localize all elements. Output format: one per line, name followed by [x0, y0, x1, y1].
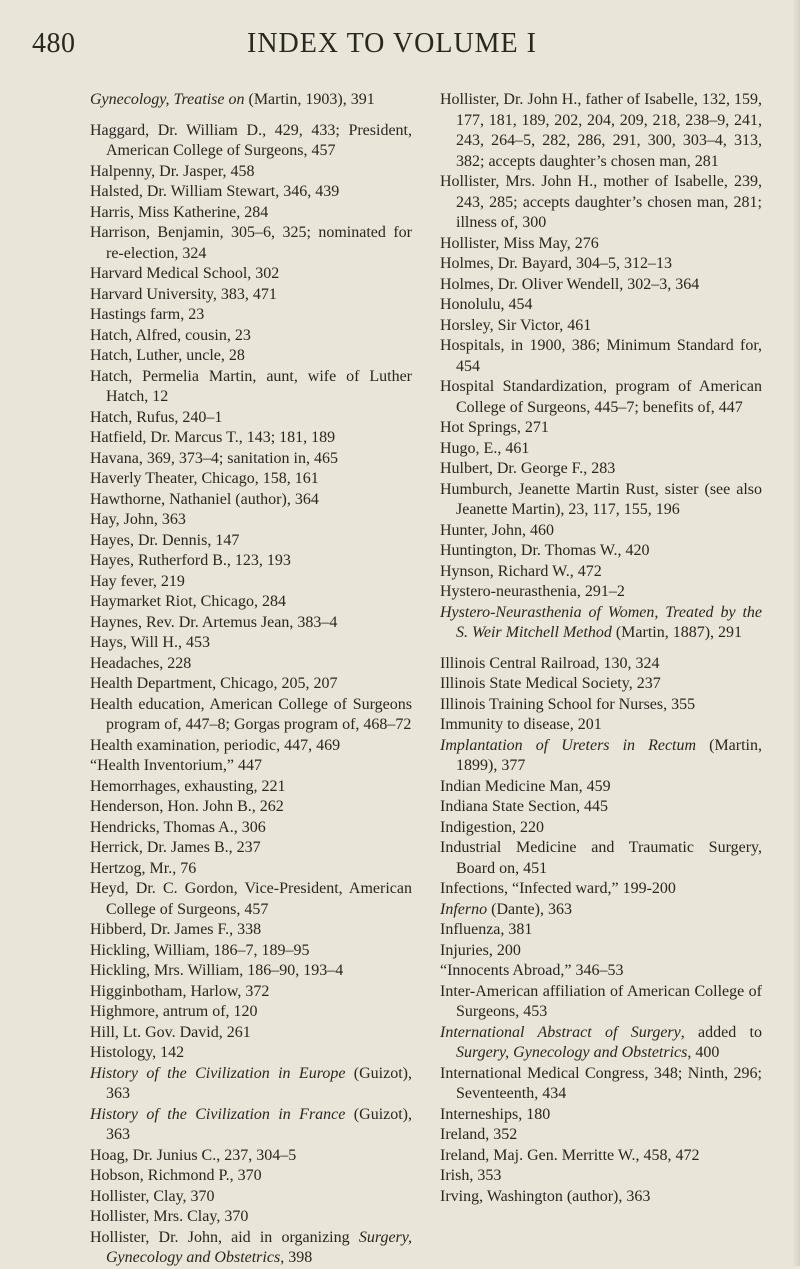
index-entry — [440, 797, 762, 818]
index-entry — [90, 1064, 412, 1105]
index-entry-title: International Abstract of Surgery — [440, 1023, 681, 1041]
index-entry-text: Hollister, Clay, 370 — [90, 1187, 215, 1205]
index-entry-title: Implantation of Ureters in Rectum — [440, 736, 697, 754]
index-entry-text: Immunity to disease, 201 — [440, 716, 602, 733]
index-entry — [90, 1043, 412, 1064]
index-entry-text: Hatfield, Dr. Marcus T., 143; 181, 189 — [90, 429, 336, 446]
index-entry — [440, 295, 762, 316]
index-column-left — [90, 90, 412, 1269]
index-entry-text: Inter-American affiliation of American College of Surgeons, 453 — [440, 982, 762, 1020]
page-number: 480 — [32, 28, 76, 59]
index-entry — [440, 736, 762, 777]
index-entry — [90, 695, 412, 736]
index-entry-text: Hatch, Rufus, 240–1 — [90, 408, 223, 426]
index-entry — [440, 879, 762, 900]
index-entry — [440, 838, 762, 879]
index-entry-title: Surgery, Gynecology and Obstetrics — [456, 1044, 688, 1061]
index-entry-text: (Martin, 1887), 291 — [611, 624, 743, 641]
index-entry-text: Industrial Medicine and Traumatic Surgery, Board on, 451 — [440, 839, 762, 877]
index-entry — [440, 715, 762, 736]
index-entry — [440, 439, 762, 460]
index-entry — [90, 510, 412, 531]
index-entry — [440, 582, 762, 603]
index-entry-text: Havana, 369, 373–4; sanitation in, 465 — [90, 449, 338, 467]
index-entry — [90, 1166, 412, 1187]
index-entry — [90, 982, 412, 1003]
index-entry-text: Hoag, Dr. Junius C., 237, 304–5 — [90, 1146, 297, 1164]
index-entry — [440, 1125, 762, 1146]
index-entry — [440, 90, 762, 172]
index-entry-text: “Health Inventorium,” 447 — [90, 757, 262, 774]
index-entry — [90, 490, 412, 511]
index-entry — [440, 336, 762, 377]
index-entry — [90, 469, 412, 490]
index-entry — [440, 695, 762, 716]
index-entry-text: Indiana State Section, 445 — [440, 798, 608, 815]
index-entry-text: Hystero-neurasthenia, 291–2 — [440, 583, 625, 600]
index-entry-text: Hendricks, Thomas A., 306 — [90, 818, 266, 836]
index-entry — [90, 859, 412, 880]
index-entry-text: Hayes, Rutherford B., 123, 193 — [90, 552, 291, 569]
index-entry — [90, 264, 412, 285]
index-entry — [90, 203, 412, 224]
index-entry-text: (Dante), 363 — [487, 900, 572, 918]
index-entry — [440, 654, 762, 675]
index-entry-text: Hatch, Luther, uncle, 28 — [90, 347, 245, 364]
index-entry — [90, 346, 412, 367]
index-entry-text: Hollister, Dr. John, aid in organizing — [90, 1228, 359, 1246]
index-entry — [90, 305, 412, 326]
index-entry — [90, 920, 412, 941]
index-entry-text: Indigestion, 220 — [440, 818, 544, 836]
index-entry — [440, 254, 762, 275]
index-entry-text: Hickling, Mrs. William, 186–90, 193–4 — [90, 962, 344, 979]
index-entry — [90, 1105, 412, 1146]
index-entry-text: Indian Medicine Man, 459 — [440, 777, 611, 795]
index-entry — [440, 1146, 762, 1167]
index-entry — [440, 459, 762, 480]
running-title: INDEX TO VOLUME I — [247, 28, 537, 59]
index-entry — [90, 1207, 412, 1228]
index-entry-title: Gynecology, Treatise on — [90, 91, 245, 108]
index-entry — [440, 521, 762, 542]
index-entry — [90, 1002, 412, 1023]
index-entry — [90, 879, 412, 920]
index-entry — [440, 1064, 762, 1105]
index-entry-text: Haymarket Riot, Chicago, 284 — [90, 593, 286, 610]
index-entry-text: Illinois Training School for Nurses, 355 — [440, 695, 696, 713]
index-entry-text: Hugo, E., 461 — [440, 439, 530, 457]
index-entry — [90, 797, 412, 818]
index-entry-text: Hays, Will H., 453 — [90, 634, 210, 651]
index-entry-text: (Martin, 1899), 377 — [456, 736, 762, 774]
index-entry-text: Influenza, 381 — [440, 921, 533, 938]
index-entry — [440, 541, 762, 562]
index-entry — [90, 654, 412, 675]
index-entry — [90, 1187, 412, 1208]
index-entry — [440, 818, 762, 839]
index-entry — [440, 316, 762, 337]
index-entry-text: Huntington, Dr. Thomas W., 420 — [440, 542, 650, 559]
index-entry-title: Inferno — [440, 900, 488, 918]
index-entry-text: Horsley, Sir Victor, 461 — [440, 316, 592, 334]
page-header — [32, 28, 752, 68]
index-entry-text: Hollister, Dr. John H., father of Isabelle, 132, 159, 177, 181, 189, 202, 204, 209, 218, 238–9, 241, 243, 264–5, 282, 286, 291, 300, 303–4, 313, 382; accepts daughter’s chosen man, 281 — [440, 91, 762, 170]
index-entry-text: Hay, John, 363 — [90, 511, 186, 528]
index-entry — [90, 182, 412, 203]
index-entry-text: , added to — [680, 1023, 763, 1041]
index-entry — [90, 941, 412, 962]
index-entry-text: (Martin, 1903), 391 — [244, 91, 375, 108]
index-entry-text: Hot Springs, 271 — [440, 419, 549, 436]
index-entry — [90, 777, 412, 798]
index-entry-text: Hollister, Miss May, 276 — [440, 234, 599, 252]
index-entry-title: History of the Civilization in France — [90, 1105, 346, 1123]
index-entry — [90, 1146, 412, 1167]
index-entry — [90, 756, 412, 777]
index-entry-text: Ireland, 352 — [440, 1126, 518, 1143]
index-entry-text: Honolulu, 454 — [440, 296, 533, 313]
index-entry — [90, 531, 412, 552]
index-entry-text: Higginbotham, Harlow, 372 — [90, 982, 270, 1000]
index-entry — [440, 1187, 762, 1208]
index-entry — [90, 674, 412, 695]
index-entry-text: Halsted, Dr. William Stewart, 346, 439 — [90, 183, 340, 200]
index-entry-text: Irving, Washington (author), 363 — [440, 1187, 651, 1205]
index-entry — [90, 551, 412, 572]
index-entry-text: Hertzog, Mr., 76 — [90, 859, 197, 877]
index-entry-text: Haggard, Dr. William D., 429, 433; President, American College of Surgeons, 457 — [90, 121, 412, 159]
index-entry — [440, 377, 762, 418]
index-entry — [440, 480, 762, 521]
index-entry — [90, 326, 412, 347]
index-entry-text: Hibberd, Dr. James F., 338 — [90, 921, 262, 938]
index-entry — [440, 172, 762, 234]
index-entry-title: History of the Civilization in Europe — [90, 1064, 346, 1082]
index-entry-text: , 400 — [687, 1044, 720, 1061]
index-entry-text: Herrick, Dr. James B., 237 — [90, 839, 261, 856]
page-edge — [792, 0, 800, 1266]
index-entry — [90, 633, 412, 654]
index-entry — [90, 285, 412, 306]
index-entry-text: Infections, “Infected ward,” 199-200 — [440, 880, 676, 897]
index-entry — [440, 961, 762, 982]
index-entry-text: Heyd, Dr. C. Gordon, Vice-President, American College of Surgeons, 457 — [90, 880, 412, 918]
index-entry-text: Hay fever, 219 — [90, 572, 185, 590]
index-entry-text: Holmes, Dr. Oliver Wendell, 302–3, 364 — [440, 275, 700, 293]
index-entry-text: , 398 — [280, 1249, 313, 1266]
index-entry — [90, 592, 412, 613]
index-entry-text: Hatch, Alfred, cousin, 23 — [90, 326, 251, 344]
index-entry-text: Haverly Theater, Chicago, 158, 161 — [90, 470, 319, 487]
index-entry-text: Illinois State Medical Society, 237 — [440, 675, 661, 692]
index-column-right — [440, 90, 762, 1207]
index-entry — [90, 736, 412, 757]
index-entry — [440, 982, 762, 1023]
index-entry — [440, 1023, 762, 1064]
index-entry-text: Holmes, Dr. Bayard, 304–5, 312–13 — [440, 255, 672, 272]
index-entry-text: Illinois Central Railroad, 130, 324 — [440, 654, 660, 672]
index-entry-text: Hulbert, Dr. George F., 283 — [440, 460, 616, 477]
index-entry — [440, 275, 762, 296]
index-entry-text: Hollister, Mrs. Clay, 370 — [90, 1208, 249, 1225]
index-entry — [90, 121, 412, 162]
index-entry-text: Hospital Standardization, program of American College of Surgeons, 445–7; benefits of, 447 — [440, 378, 762, 416]
index-entry-text: Hawthorne, Nathaniel (author), 364 — [90, 490, 319, 508]
index-entry-text: Hynson, Richard W., 472 — [440, 562, 602, 580]
index-entry — [440, 1105, 762, 1126]
index-entry-text: “Innocents Abroad,” 346–53 — [440, 962, 624, 979]
index-entry-text: Health examination, periodic, 447, 469 — [90, 736, 341, 754]
index-entry-text: (Guizot), 363 — [106, 1064, 413, 1102]
index-entry-text: Histology, 142 — [90, 1044, 185, 1061]
index-entry-text: Harvard Medical School, 302 — [90, 265, 280, 282]
index-entry — [90, 1023, 412, 1044]
index-entry-text: Hickling, William, 186–7, 189–95 — [90, 941, 310, 959]
index-entry-text: Haynes, Rev. Dr. Artemus Jean, 383–4 — [90, 613, 338, 631]
index-entry-title: Surgery, Gynecology and Obstetrics — [106, 1228, 412, 1266]
index-entry-text: Injuries, 200 — [440, 941, 521, 959]
index-entry-text: International Medical Congress, 348; Ninth, 296; Seventeenth, 434 — [440, 1064, 762, 1102]
index-entry — [440, 234, 762, 255]
index-entry-text: Ireland, Maj. Gen. Merritte W., 458, 472 — [440, 1146, 700, 1164]
index-entry — [90, 162, 412, 183]
index-entry — [90, 961, 412, 982]
index-entry-text: Hatch, Permelia Martin, aunt, wife of Luther Hatch, 12 — [90, 367, 412, 405]
index-entry-text: Humburch, Jeanette Martin Rust, sister (see also Jeanette Martin), 23, 117, 155, 196 — [440, 480, 762, 518]
index-entry — [440, 920, 762, 941]
index-entry-text: Hastings farm, 23 — [90, 306, 205, 323]
index-entry-text: Hayes, Dr. Dennis, 147 — [90, 531, 240, 549]
index-entry-text: Health Department, Chicago, 205, 207 — [90, 675, 338, 692]
index-entry — [440, 900, 762, 921]
index-entry-text: Harvard University, 383, 471 — [90, 285, 277, 303]
index-entry-text: Irish, 353 — [440, 1167, 502, 1184]
index-entry-text: Hobson, Richmond P., 370 — [90, 1167, 262, 1184]
index-entry — [440, 777, 762, 798]
index-entry — [90, 408, 412, 429]
index-entry-text: Hemorrhages, exhausting, 221 — [90, 777, 286, 795]
index-entry-text: Headaches, 228 — [90, 654, 192, 672]
index-entry — [90, 223, 412, 264]
index-entry — [440, 674, 762, 695]
index-entry — [440, 418, 762, 439]
index-entry — [440, 1166, 762, 1187]
index-entry-text: Hill, Lt. Gov. David, 261 — [90, 1023, 251, 1041]
index-entry-text: Harrison, Benjamin, 305–6, 325; nominated for re-election, 324 — [90, 224, 412, 262]
index-entry — [90, 572, 412, 593]
index-entry — [90, 90, 412, 111]
index-entry — [90, 613, 412, 634]
index-entry — [440, 603, 762, 644]
index-entry-text: Hollister, Mrs. John H., mother of Isabelle, 239, 243, 285; accepts daughter’s chosen man, 281; illness of, 300 — [440, 173, 762, 231]
index-entry-text: Health education, American College of Surgeons program of, 447–8; Gorgas program of, 468–72 — [90, 695, 412, 733]
index-entry-text: Harris, Miss Katherine, 284 — [90, 203, 269, 221]
index-entry-text: (Guizot), 363 — [106, 1105, 413, 1143]
index-entry-text: Interneships, 180 — [440, 1105, 551, 1123]
index-entry — [90, 449, 412, 470]
index-entry — [90, 818, 412, 839]
index-entry — [90, 428, 412, 449]
index-entry — [90, 838, 412, 859]
index-entry-title: Hystero-Neurasthenia of Women, Treated by the S. Weir Mitchell Method — [440, 603, 762, 641]
index-entry-text: Halpenny, Dr. Jasper, 458 — [90, 162, 255, 180]
index-entry — [440, 941, 762, 962]
index-entry-text: Hospitals, in 1900, 386; Minimum Standard for, 454 — [440, 337, 762, 375]
index-entry-text: Highmore, antrum of, 120 — [90, 1003, 258, 1020]
index-entry — [440, 562, 762, 583]
index-entry-text: Hunter, John, 460 — [440, 521, 555, 539]
index-entry-text: Henderson, Hon. John B., 262 — [90, 798, 284, 815]
index-entry — [90, 1228, 412, 1269]
index-entry — [90, 367, 412, 408]
